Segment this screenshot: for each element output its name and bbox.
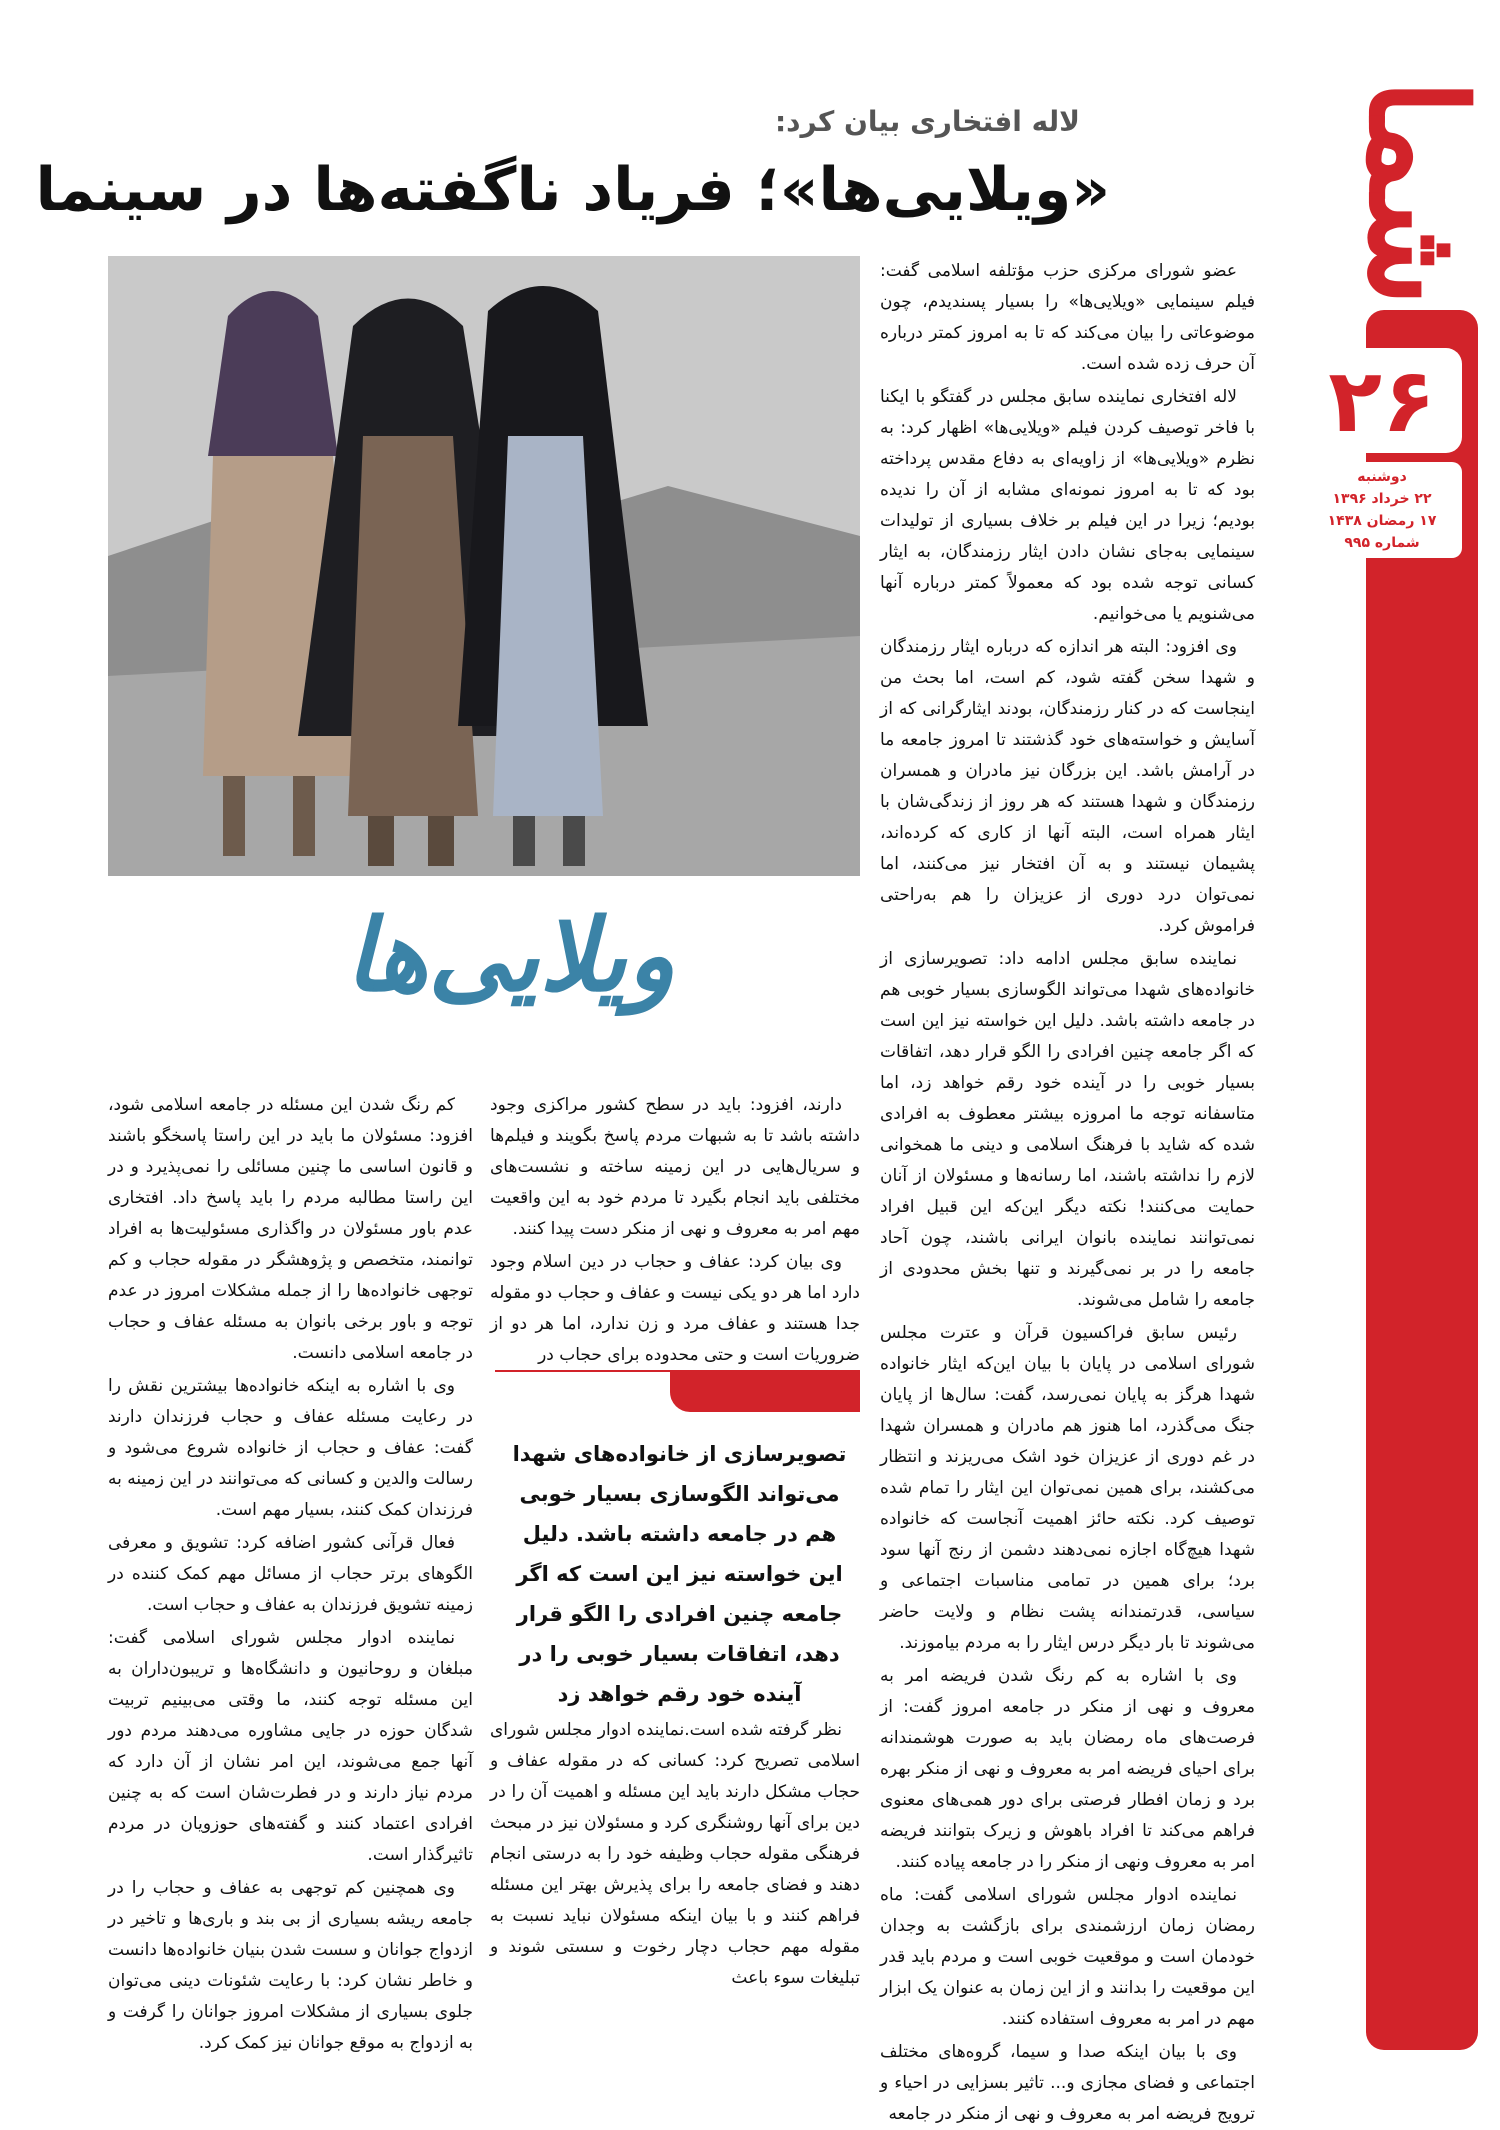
paragraph: وی همچنین کم توجهی به عفاف و حجاب را در جامعه ریشه بسیاری از بی بند و باری‌ها و تاخیر در ازدواج جوانان و سست شدن بنیان خانواده‌ها دانست و خاطر نشان کرد: با رعایت شئونات دینی می‌توان جلوی بسیاری از مشکلات امروز جوانان را گرفت و به ازدواج به موقع جوانان نیز کمک کرد. <box>108 1878 473 2053</box>
article-column-middle-bottom <box>490 1715 860 2045</box>
article-photo <box>108 256 860 876</box>
paragraph: نظر گرفته شده است.نماینده ادوار مجلس شورای اسلامی تصریح کرد: کسانی که در مقوله عفاف و حجاب مشکل دارند باید این مسئله و اهمیت آن را در دین برای آنها روشنگری کرد و مسئولان نیز در مبحث فرهنگی مقوله حجاب وظیفه خود را به درستی انجام دهند و فضای جامعه را برای پذیرش بهتر این مسئله فراهم کنند و با بیان اینکه مسئولان نباید نسبت به مقوله مهم حجاب دچار رخوت و سستی شوند و تبلیغات سوء باعث <box>490 1720 860 1988</box>
date-shamsi: ۲۲ خرداد ۱۳۹۶ <box>1332 491 1432 507</box>
pull-quote-accent-bar <box>670 1370 860 1412</box>
article-headline: «ویلایی‌ها»؛ فریاد ناگفته‌ها در سینما <box>35 155 1110 225</box>
article-kicker: لاله افتخاری بیان کرد: <box>774 105 1080 138</box>
paragraph: دارند، افزود: باید در سطح کشور مراکزی وجود داشته باشد تا به شبهات مردم پاسخ بگویند و فیلم‌ها و سریال‌هایی در این زمینه ساخته و نشست‌های مختلفی باید انجام بگیرد تا مردم خود به این واقعیت مهم امر به معروف و نهی از منکر دست پیدا کنند. <box>490 1095 860 1239</box>
paragraph: نماینده ادوار مجلس شورای اسلامی گفت: ماه رمضان زمان ارزشمندی برای بازگشت به وجدان خودمان است و موقعیت خوبی است و مردم باید قدر این موقعیت را بدانند و از این زمان به عنوان یک ابزار مهم در امر به معروف استفاده کنند. <box>880 1885 1255 2029</box>
issue-number: شماره ۹۹۵ <box>1344 535 1420 551</box>
film-logo: ویلایی‌ها <box>344 896 676 1014</box>
paragraph: وی بیان کرد: عفاف و حجاب در دین اسلام وجود دارد اما هر دو یکی نیست و عفاف و حجاب دو مقوله جدا هستند و عفاف مرد و زن ندارد، اما هر دو از ضروریات است و حتی محدوده برای حجاب در <box>490 1252 860 1365</box>
paragraph: کم رنگ شدن این مسئله در جامعه اسلامی شود، افزود: مسئولان ما باید در این راستا پاسخگو باشند و قانون اساسی ما چنین مسائلی را نمی‌پذیرد و در این راستا مطالبه مردم را باید پاسخ داد. افتخاری عدم باور مسئولان در واگذاری مسئولیت‌ها به افراد توانمند، متخصص و پژوهشگر در مقوله حجاب و کم توجهی خانواده‌ها را از جمله مشکلات امروز در عدم توجه و باور برخی بانوان به مسئله عفاف و حجاب در جامعه اسلامی دانست. <box>108 1095 473 1363</box>
paragraph: نماینده سابق مجلس ادامه داد: تصویرسازی از خانواده‌های شهدا می‌تواند الگوسازی بسیار خوبی هم در جامعه داشته باشد. دلیل این خواسته نیز این است که اگر جامعه چنین افرادی را الگو قرار دهد، اتفاقات بسیار خوبی را در آینده خود رقم خواهد زد، اما متاسفانه توجه ما امروزه بیشتر معطوف به افرادی شده که شاید با فرهنگ اسلامی و دینی ما همخوانی لازم را نداشته باشند، اما رسانه‌ها و مسئولان از آنان حمایت می‌کنند! نکته دیگر این‌که این قبیل افراد نمی‌توانند نماینده بانوان ایرانی باشند، چون آحاد جامعه را در بر نمی‌گیرند و تنها بخش محدودی از جامعه را شامل می‌شوند. <box>880 949 1255 1310</box>
red-sidebar <box>1366 310 1478 2050</box>
paragraph: وی افزود: البته هر اندازه که درباره ایثار رزمندگان و شهدا سخن گفته شود، کم است، اما بحث من اینجاست که در کنار رزمندگان، بودند ایثارگرانی که از آسایش و خواسته‌های خود گذشتند تا امروز جامعه ما در آرامش باشد. این بزرگان نیز مادران و همسران رزمندگان و شهدا هستند که هر روز از زندگی‌شان با ایثار همراه است، البته آنها از کاری که کرده‌اند، پشیمان نیستند و به آن افتخار نیز می‌کنند، اما نمی‌توان درد دوری از عزیزان را هم به‌راحتی فراموش کرد. <box>880 637 1255 936</box>
date-hijri: ۱۷ رمضان ۱۴۳۸ <box>1327 513 1437 529</box>
issue-info <box>1302 462 1462 558</box>
weekday: دوشنبه <box>1357 469 1407 485</box>
pull-quote-text: تصویرسازی از خانواده‌های شهدا می‌تواند الگوسازی بسیار خوبی هم در جامعه داشته باشد. دلیل این خواسته نیز این است که اگر جامعه چنین افرادی را الگو قرار دهد، اتفاقات بسیار خوبی را در آینده خود رقم خواهد زد <box>512 1442 847 1706</box>
masthead-logo: شما <box>1339 79 1494 307</box>
pull-quote <box>495 1370 860 1706</box>
paragraph: نماینده ادوار مجلس شورای اسلامی گفت: مبلغان و روحانیون و دانشگاه‌ها و تریبون‌داران به این مسئله توجه کنند، ما وقتی می‌بینیم تربیت شدگان حوزه در جایی مشاوره می‌دهند مردم دور آنها جمع می‌شوند، این امر نشان از آن دارد که مردم نیاز دارند و در فطرت‌شان است که به چنین افرادی اعتماد کنند و گفته‌های حوزویان در مردم تاثیرگذار است. <box>108 1628 473 1865</box>
article-column-middle-top <box>490 1090 860 1365</box>
article-column-right <box>880 256 1255 2124</box>
paragraph: عضو شورای مرکزی حزب مؤتلفه اسلامی گفت: فیلم سینمایی «ویلایی‌ها» را بسیار پسندیدم، چون موضوعاتی را بیان می‌کند که تا به امروز کمتر درباره آن حرف زده شده است. <box>880 261 1255 374</box>
paragraph: وی با اشاره به کم رنگ شدن فریضه امر به معروف و نهی از منکر در جامعه امروز گفت: از فرصت‌های ماه رمضان باید به صورت هوشمندانه برای احیای فریضه امر به معروف و نهی از منکر بهره برد و زمان افطار فرصتی برای دور همی‌های معنوی فراهم می‌کند تا افراد باهوش و زیرک بتوانند فریضه امر به معروف ونهی از منکر را در جامعه پیاده کنند. <box>880 1666 1255 1872</box>
page-number: ۲۶ <box>1302 348 1462 453</box>
paragraph: فعال قرآنی کشور اضافه کرد: تشویق و معرفی الگوهای برتر حجاب از مسائل مهم کمک کننده در زمینه تشویق فرزندان به عفاف و حجاب است. <box>108 1533 473 1615</box>
film-still-illustration <box>108 256 860 876</box>
paragraph: لاله افتخاری نماینده سابق مجلس در گفتگو با ایکنا با فاخر توصیف کردن فیلم «ویلایی‌ها» اظهار کرد: به نظرم «ویلایی‌ها» از زاویه‌ای به دفاع مقدس پرداخته بود که تا به امروز نمونه‌ای مشابه از آن را ندیده بودیم؛ زیرا در این فیلم بر خلاف بسیاری از تولیدات سینمایی به‌جای نشان دادن ایثار رزمندگان، به ایثار کسانی توجه شده بود که معمولاً کمتر درباره آنها می‌شنویم یا می‌خوانیم. <box>880 387 1255 624</box>
article-column-left <box>108 1090 473 2053</box>
paragraph: وی با اشاره به اینکه خانواده‌ها بیشترین نقش را در رعایت مسئله عفاف و حجاب فرزندان دارند گفت: عفاف و حجاب از خانواده شروع می‌شود و رسالت والدین و کسانی که می‌توانند در این زمینه به فرزندان کمک کنند، بسیار مهم است. <box>108 1376 473 1520</box>
paragraph: وی با بیان اینکه صدا و سیما، گروه‌های مختلف اجتماعی و فضای مجازی و... تاثیر بسزایی در احیاء و ترویج فریضه امر به معروف و نهی از منکر در جامعه <box>880 2042 1255 2124</box>
paragraph: رئیس سابق فراکسیون قرآن و عترت مجلس شورای اسلامی در پایان با بیان این‌که ایثار خانواده شهدا هرگز به پایان نمی‌رسد، گفت: سال‌ها از پایان جنگ می‌گذرد، اما هنوز هم مادران و همسران شهدا در غم دوری از عزیزان خود اشک می‌ریزند و انتظار می‌کشند، برای همین نمی‌توان این ایثار را تمام شده توصیف کرد. نکته حائز اهمیت آنجاست که خانواده شهدا هیچ‌گاه اجازه نمی‌دهند دشمن از رنج آنها سود برد؛ برای همین در تمامی مناسبات اجتماعی و سیاسی، قدرتمندانه پشت نظام و ولایت حاضر می‌شوند تا بار دیگر درس ایثار را به مردم بیاموزند. <box>880 1323 1255 1653</box>
